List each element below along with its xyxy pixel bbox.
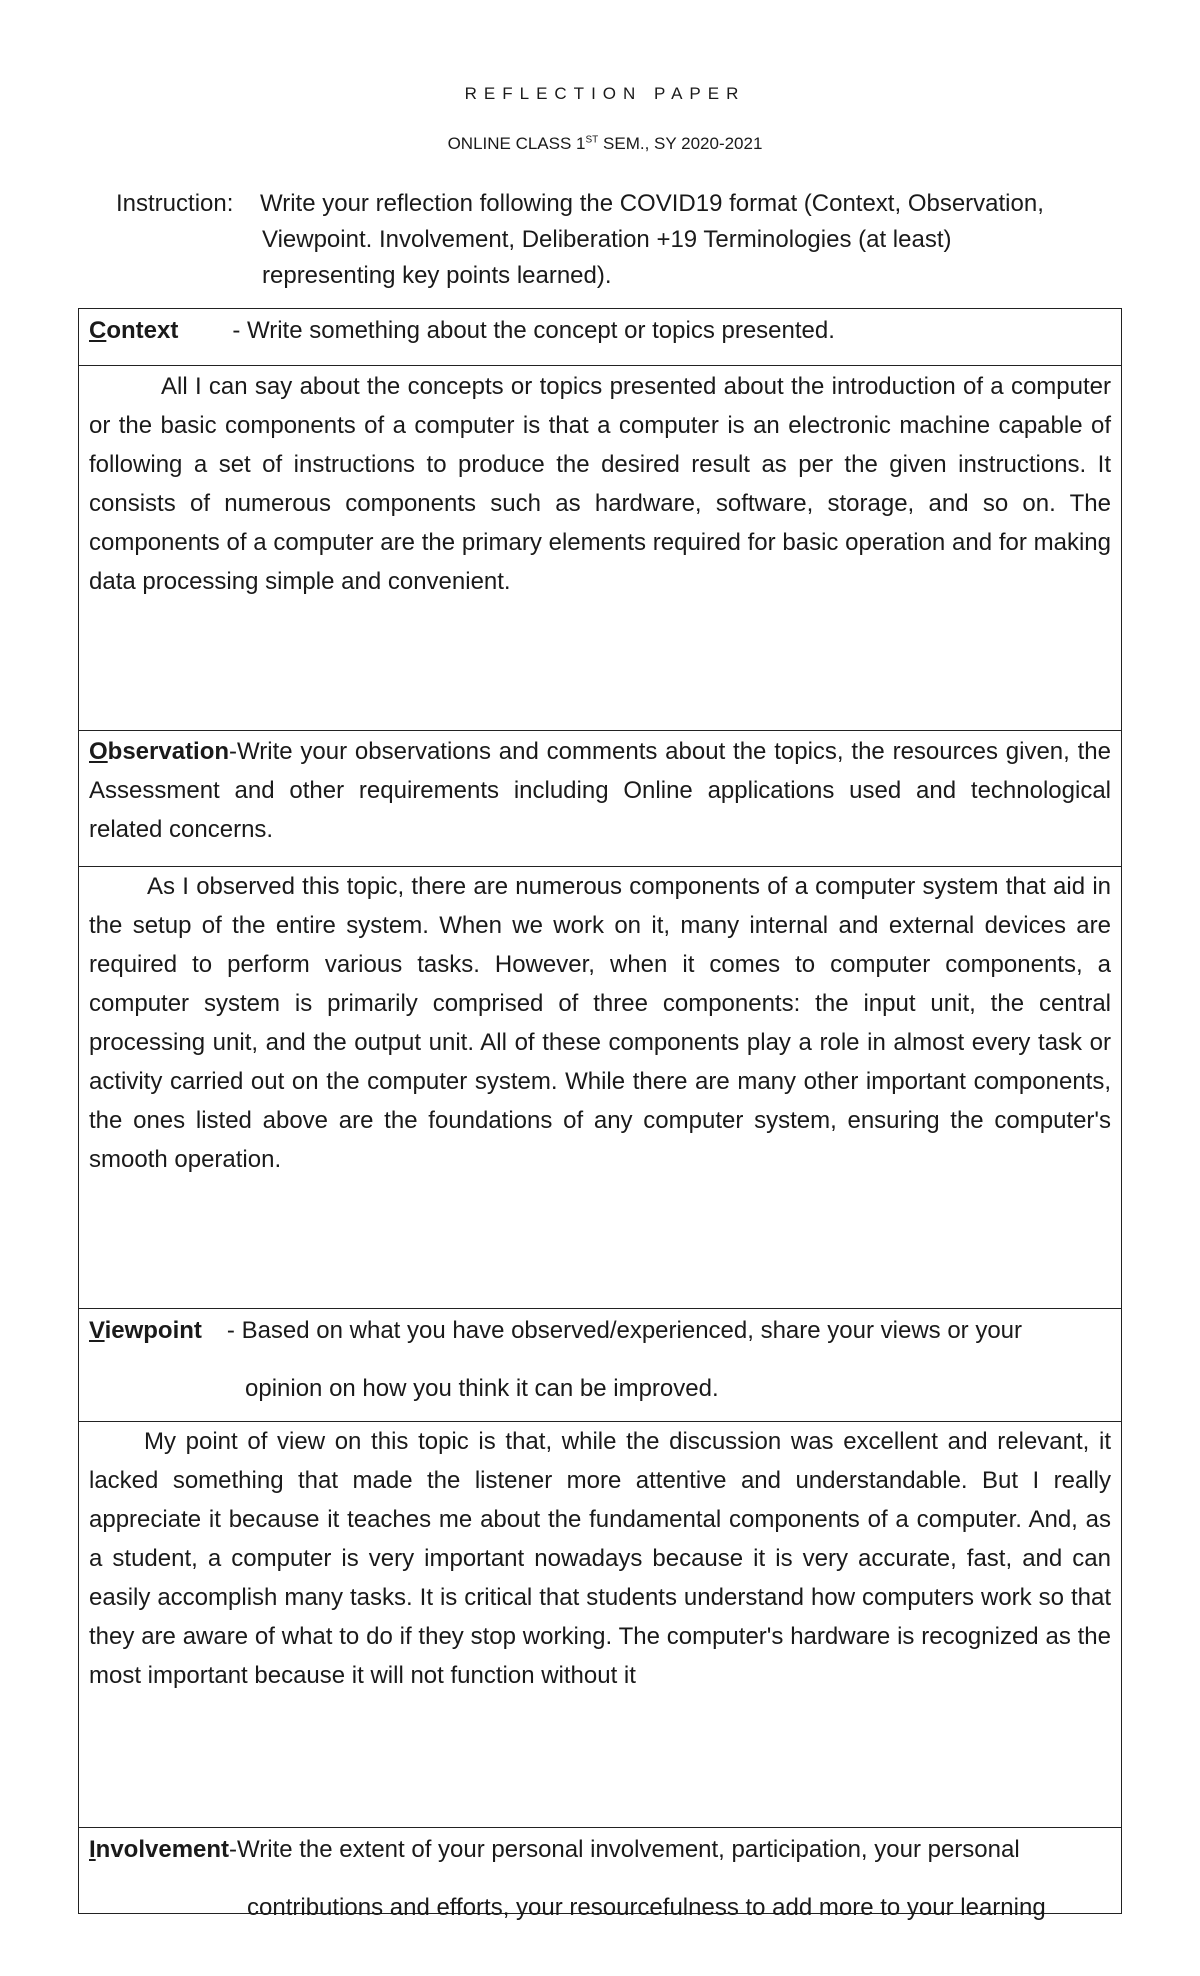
viewpoint-prompt-line-1: - Based on what you have observed/experienced, share your views or your [226, 1317, 1023, 1344]
instruction-label: Instruction: [116, 190, 234, 217]
viewpoint-prompt-line-2: opinion on how you think it can be improved. [245, 1375, 719, 1402]
context-prompt: - Write something about the concept or topics presented. [232, 317, 835, 344]
instruction-block [116, 186, 1116, 294]
involvement-heading: Involvement [89, 1836, 230, 1863]
observation-answer: As I observed this topic, there are numerous components of a computer system that aid in the setup of the entire system. When we work on it, many internal and external devices are required to perform various tasks. However, when it comes to computer components, a computer system is primarily comprised of three components: the input unit, the central processing unit, and the output unit. All of these components play a role in almost every task or activity carried out on the computer system. While there are many other important components, the ones listed above are the foundations of any computer system, ensuring the computer's smooth operation. [89, 873, 1111, 1173]
involvement-prompt-line-1: -Write the extent of your personal involvement, participation, your personal [229, 1836, 1020, 1863]
viewpoint-answer-row [79, 1422, 1121, 1828]
instruction-line-2: Viewpoint. Involvement, Deliberation +19 Terminologies (at least) [262, 226, 952, 253]
involvement-header-row [79, 1828, 1121, 1921]
instruction-line-3: representing key points learned). [262, 262, 612, 289]
involvement-prompt-line-2: contributions and efforts, your resourcefulness to add more to your learning [247, 1894, 1046, 1921]
context-answer: All I can say about the concepts or topics presented about the introduction of a computer or the basic components of a computer is that a computer is an electronic machine capable of following a set of instructions to produce the desired result as per the given instructions. It consists of numerous components such as hardware, software, storage, and so on. The components of a computer are the primary elements required for basic operation and for making data processing simple and convenient. [89, 373, 1111, 595]
observation-header-row [79, 731, 1121, 867]
instruction-line-1: Write your reflection following the COVID19 format (Context, Observation, [260, 190, 1044, 217]
viewpoint-answer: My point of view on this topic is that, while the discussion was excellent and relevant, it lacked something that made the listener more attentive and understandable. But I really appreciate it because it teaches me about the fundamental components of a computer. And, as a student, a computer is very important nowadays because it is very accurate, fast, and can easily accomplish many tasks. It is critical that students understand how computers work so that they are aware of what to do if they stop working. The computer's hardware is recognized as the most important because it will not function without it [89, 1428, 1111, 1689]
subtitle-text-rest: SEM., SY 2020-2021 [598, 134, 763, 153]
page-title: REFLECTION PAPER [464, 84, 746, 103]
reflection-table [78, 308, 1122, 1921]
subtitle-text: ONLINE CLASS 1 [447, 134, 586, 153]
context-answer-row [79, 366, 1121, 731]
context-header-row [79, 309, 1121, 366]
viewpoint-header-row [79, 1309, 1121, 1422]
page-subtitle [0, 134, 1200, 154]
observation-prompt: -Write your observations and comments about the topics, the resources given, the Assessment and other requirements including Online applications used and technological related concerns. [89, 738, 1111, 843]
observation-answer-row [79, 867, 1121, 1309]
context-heading: Context [89, 317, 179, 344]
viewpoint-heading: Viewpoint [89, 1317, 202, 1344]
subtitle-superscript: ST [585, 134, 599, 146]
observation-heading: Observation [89, 738, 230, 765]
